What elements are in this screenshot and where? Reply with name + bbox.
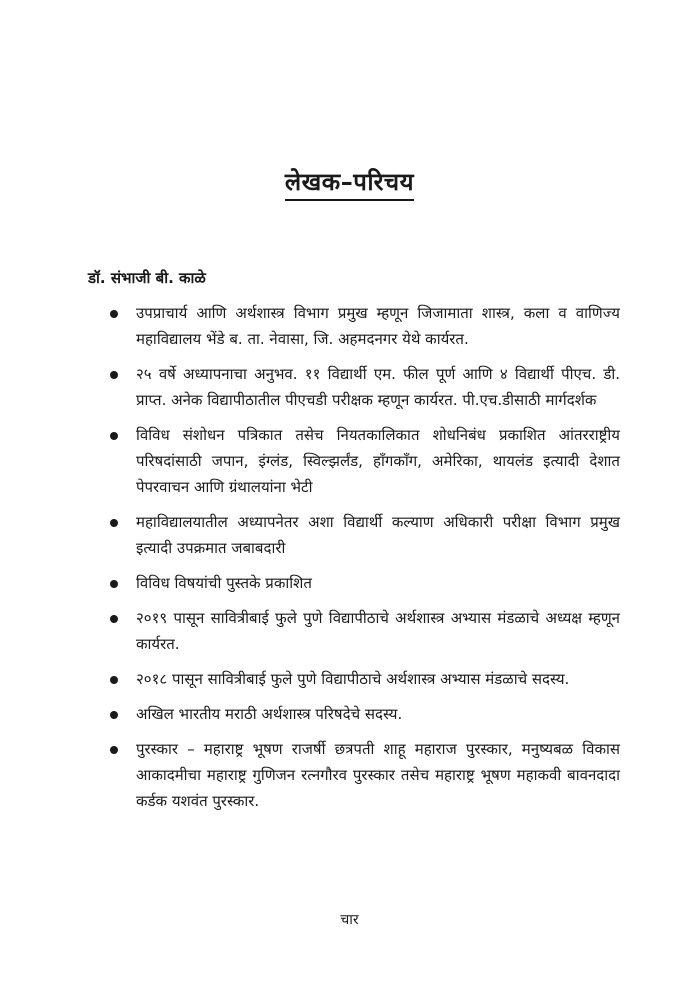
bullet-icon <box>110 371 118 379</box>
author-name: डॉ. संभाजी बी. काळे <box>88 269 206 287</box>
list-item <box>108 701 620 727</box>
list-item <box>108 605 620 657</box>
list-item-text: विविध संशोधन पत्रिकात तसेच नियतकालिकात शोधनिबंध प्रकाशित आंतरराष्ट्रीय परिषदांसाठी जपान, इंग्लंड, स्विल्झर्लंड, हाँगकाँग, अमेरिका, थायलंड इत्यादी देशात पेपरवाचन आणि ग्रंथालयांना भेटी <box>136 426 620 496</box>
list-item-text: २५ वर्षे अध्यापनाचा अनुभव. ११ विद्यार्थी एम. फील पूर्ण आणि ४ विद्यार्थी पीएच. डी. प्राप्त. अनेक विद्यापीठातील पीएचडी परीक्षक म्हणून कार्यरत. पी.एच.डीसाठी मार्गदर्शक <box>136 365 620 409</box>
list-item-text: पुरस्कार – महाराष्ट्र भूषण राजर्षी छत्रपती शाहू महाराज पुरस्कार, मनुष्यबळ विकास आकादमीचा महाराष्ट्र गुणिजन रत्नगौरव पुरस्कार तसेच महाराष्ट्र भूषण महाकवी बावनदादा कर्डक यशवंत पुरस्कार. <box>136 740 620 810</box>
bullet-icon <box>110 432 118 440</box>
bullet-icon <box>110 615 118 623</box>
bullet-icon <box>110 519 118 527</box>
list-item-text: २०१८ पासून सावित्रीबाई फुले पुणे विद्यापीठाचे अर्थशास्त्र अभ्यास मंडळाचे सदस्य. <box>136 670 570 688</box>
page-number: चार <box>340 912 359 928</box>
bullet-icon <box>110 676 118 684</box>
list-item-text: २०१९ पासून सावित्रीबाई फुले पुणे विद्यापीठाचे अर्थशास्त्र अभ्यास मंडळाचे अध्यक्ष म्हणून कार्यरत. <box>136 609 620 653</box>
list-item <box>108 422 620 500</box>
bullet-icon <box>110 746 118 754</box>
list-item-text: उपप्राचार्य आणि अर्थशास्त्र विभाग प्रमुख म्हणून जिजामाता शास्त्र, कला व वाणिज्य महाविद्यालय भेंडे ब. ता. नेवासा, जि. अहमदनगर येथे कार्यरत. <box>136 304 620 348</box>
list-item <box>108 570 620 596</box>
list-item-text: अखिल भारतीय मराठी अर्थशास्त्र परिषदेचे सदस्य. <box>136 705 403 723</box>
list-item <box>108 736 620 814</box>
bio-list <box>108 300 620 823</box>
bullet-icon <box>110 580 118 588</box>
list-item <box>108 361 620 413</box>
list-item <box>108 509 620 561</box>
list-item <box>108 666 620 692</box>
list-item-text: विविध विषयांची पुस्तके प्रकाशित <box>136 574 312 592</box>
page-title <box>0 165 699 198</box>
bullet-icon <box>110 711 118 719</box>
list-item <box>108 300 620 352</box>
bullet-icon <box>110 310 118 318</box>
list-item-text: महाविद्यालयातील अध्यापनेतर अशा विद्यार्थी कल्याण अधिकारी परीक्षा विभाग प्रमुख इत्यादी उपक्रमात जबाबदारी <box>136 513 620 557</box>
page-title-text: लेखक–परिचय <box>285 168 414 201</box>
